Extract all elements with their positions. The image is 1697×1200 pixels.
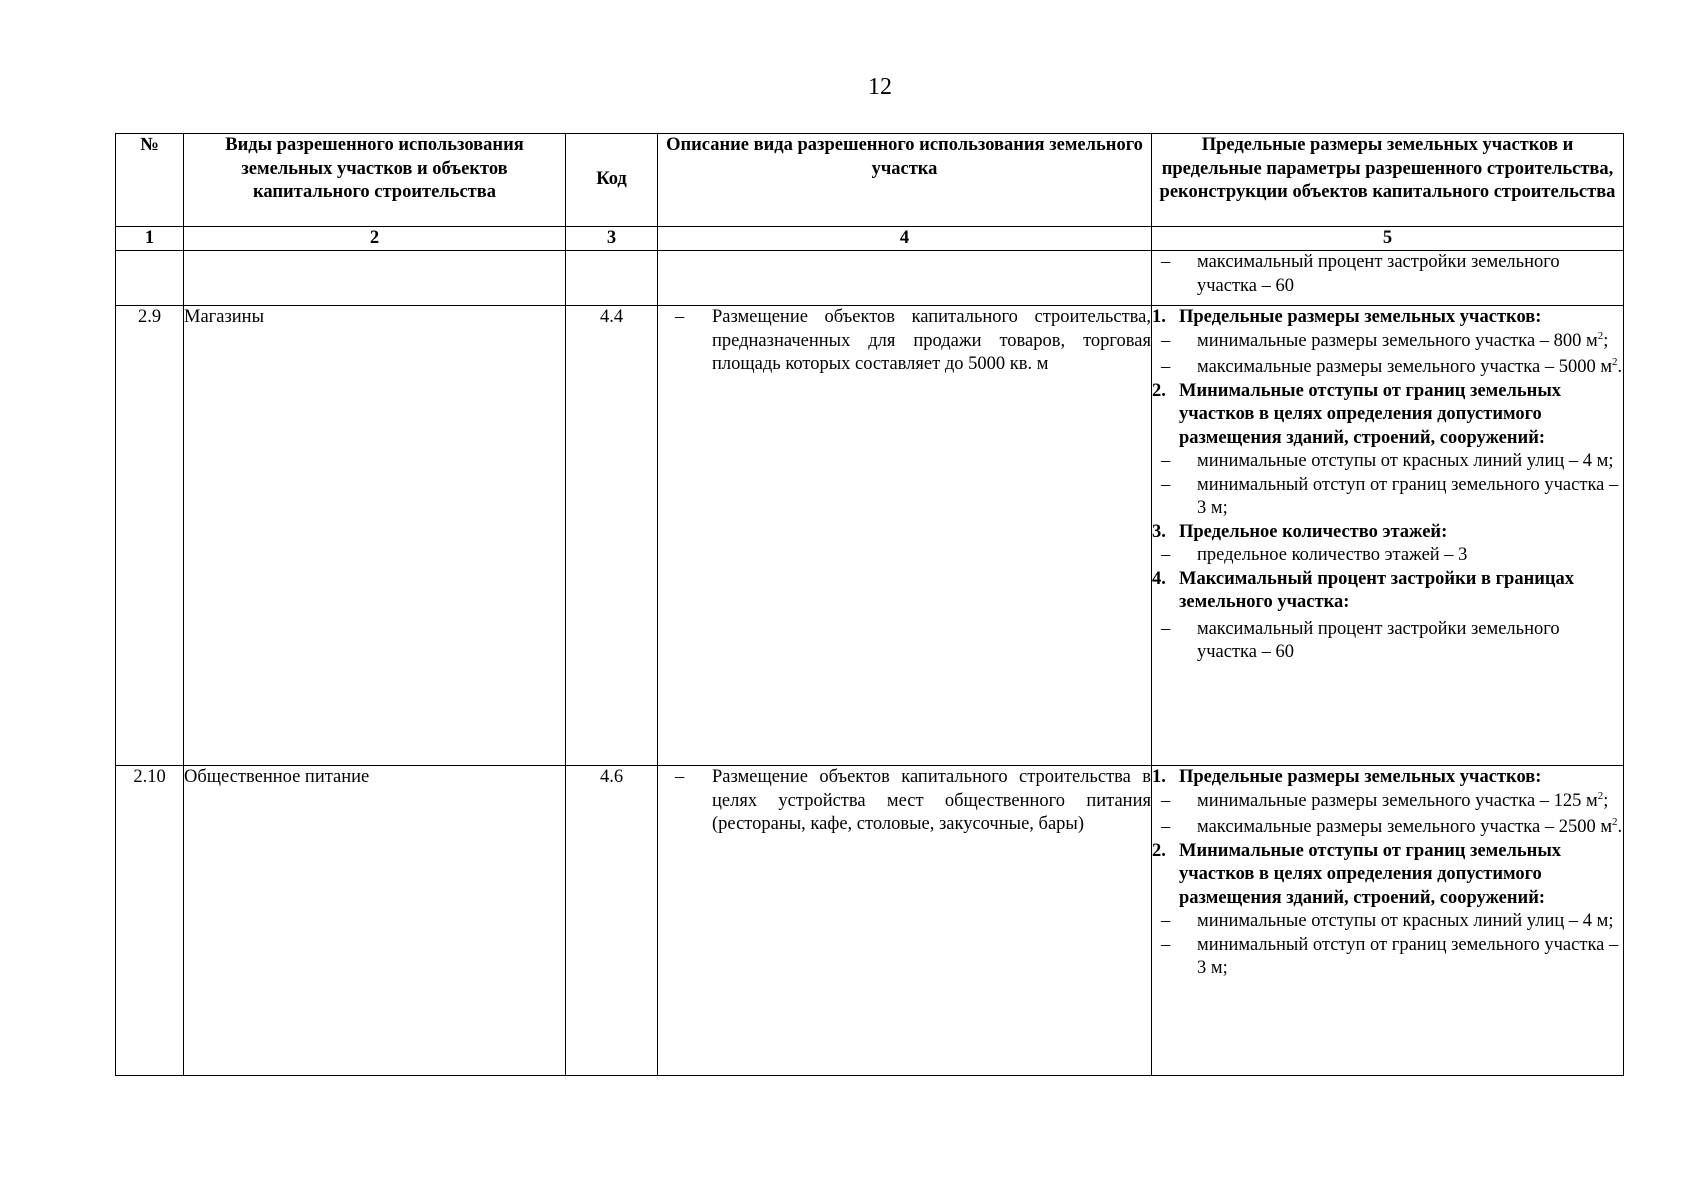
header-description: Описание вида разрешенного использования земельного участка bbox=[658, 134, 1152, 227]
param-text: предельное количество этажей – 3 bbox=[1197, 545, 1468, 565]
punctuation: . bbox=[1617, 357, 1623, 377]
dash-marker: – bbox=[1161, 330, 1171, 351]
param-text bbox=[1197, 816, 1623, 840]
section-number: 1. bbox=[1152, 767, 1166, 787]
list-item bbox=[658, 306, 1151, 377]
cell-parameters bbox=[1152, 306, 1624, 766]
dash-marker: – bbox=[1161, 817, 1171, 837]
list-item bbox=[658, 766, 1151, 837]
section-heading bbox=[1152, 306, 1623, 330]
param-text: минимальный отступ от границ земельного участка – 3 м; bbox=[1197, 474, 1619, 518]
cell-description bbox=[658, 766, 1152, 1076]
land-use-table bbox=[115, 133, 1624, 1076]
list-item bbox=[1152, 790, 1623, 814]
list-item bbox=[1152, 474, 1623, 521]
cell-number: 2.10 bbox=[116, 766, 184, 1076]
section-title: Минимальные отступы от границ земельных участков в целях определения допустимого размещения зданий, строений, сооружений: bbox=[1179, 840, 1562, 908]
param-text bbox=[1197, 330, 1623, 354]
section-title: Максимальный процент застройки в границах земельного участка: bbox=[1179, 568, 1575, 612]
dash-marker: – bbox=[1161, 934, 1171, 955]
list-item bbox=[1152, 618, 1623, 665]
section-number: 2. bbox=[1152, 840, 1166, 861]
column-number: 1 bbox=[116, 227, 184, 251]
section-number: 4. bbox=[1152, 568, 1166, 589]
description-text: Размещение объектов капитального строительства, предназначенных для продажи товаров, торговая площадь которых составляет до 5000 кв. м bbox=[712, 307, 1151, 374]
list-item bbox=[1152, 251, 1623, 298]
list-item bbox=[1152, 910, 1623, 934]
param-text: минимальные отступы от красных линий улиц – 4 м; bbox=[1197, 911, 1614, 931]
page-number: 12 bbox=[868, 74, 892, 100]
section-title: Предельные размеры земельных участков: bbox=[1179, 767, 1542, 787]
cell-code: 4.6 bbox=[566, 766, 658, 1076]
section-title: Предельные размеры земельных участков: bbox=[1179, 307, 1542, 327]
section-number: 1. bbox=[1152, 307, 1166, 327]
header-number: № bbox=[116, 134, 184, 227]
dash-marker: – bbox=[675, 307, 685, 327]
cell-code: 4.4 bbox=[566, 306, 658, 766]
cell-description bbox=[658, 306, 1152, 766]
superscript: 2 bbox=[1612, 815, 1618, 828]
param-text bbox=[1197, 356, 1623, 380]
cell-parameters bbox=[1152, 251, 1624, 306]
dash-marker: – bbox=[1161, 545, 1171, 565]
description-text: Размещение объектов капитального строительства в целях устройства мест общественного питания (рестораны, кафе, столовые, закусочные, бары) bbox=[712, 767, 1151, 834]
cell-name bbox=[184, 251, 566, 306]
punctuation: ; bbox=[1603, 330, 1609, 351]
section-heading bbox=[1152, 840, 1623, 911]
list-item bbox=[1152, 330, 1623, 354]
punctuation: ; bbox=[1603, 790, 1609, 811]
column-numbers-row bbox=[116, 227, 1624, 251]
list-item bbox=[1152, 356, 1623, 380]
table-row-continuation bbox=[116, 251, 1624, 306]
superscript: 2 bbox=[1597, 329, 1604, 342]
dash-marker: – bbox=[1161, 357, 1171, 377]
section-heading bbox=[1152, 766, 1623, 790]
column-number: 4 bbox=[658, 227, 1152, 251]
dash-marker: – bbox=[675, 767, 685, 787]
param-value: минимальные размеры земельного участка – 125 м bbox=[1197, 790, 1598, 811]
param-text: минимальные отступы от красных линий улиц – 4 м; bbox=[1197, 451, 1614, 471]
superscript: 2 bbox=[1612, 355, 1618, 368]
header-use-types: Виды разрешенного использования земельных участков и объектов капитального строительства bbox=[184, 134, 566, 227]
cell-description bbox=[658, 251, 1152, 306]
dash-marker: – bbox=[1161, 451, 1171, 471]
list-item bbox=[1152, 934, 1623, 981]
column-number: 2 bbox=[184, 227, 566, 251]
dash-marker: – bbox=[1161, 911, 1171, 931]
dash-marker: – bbox=[1161, 252, 1171, 272]
param-text: максимальный процент застройки земельного участка – 60 bbox=[1197, 252, 1560, 296]
section-title: Минимальные отступы от границ земельных участков в целях определения допустимого размещения зданий, строений, сооружений: bbox=[1179, 380, 1562, 448]
param-value: минимальные размеры земельного участка – 800 м bbox=[1197, 330, 1598, 351]
superscript: 2 bbox=[1597, 789, 1604, 802]
section-number: 3. bbox=[1152, 521, 1166, 542]
table-row-2-9 bbox=[116, 306, 1624, 766]
param-value: максимальные размеры земельного участка – 5000 м bbox=[1197, 357, 1613, 377]
header-code: Код bbox=[566, 134, 658, 227]
param-text: максимальный процент застройки земельного участка – 60 bbox=[1197, 618, 1560, 662]
param-text: минимальный отступ от границ земельного участка – 3 м; bbox=[1197, 934, 1619, 978]
section-title: Предельное количество этажей: bbox=[1179, 521, 1448, 542]
section-heading bbox=[1152, 380, 1623, 451]
cell-name: Магазины bbox=[184, 306, 566, 766]
section-heading bbox=[1152, 568, 1623, 615]
cell-number bbox=[116, 251, 184, 306]
table-header-row bbox=[116, 134, 1624, 227]
param-value: максимальные размеры земельного участка – 2500 м bbox=[1197, 817, 1613, 837]
dash-marker: – bbox=[1161, 618, 1171, 639]
section-heading bbox=[1152, 521, 1623, 545]
punctuation: . bbox=[1617, 817, 1623, 837]
column-number: 5 bbox=[1152, 227, 1624, 251]
dash-marker: – bbox=[1161, 790, 1171, 811]
list-item bbox=[1152, 544, 1623, 568]
column-number: 3 bbox=[566, 227, 658, 251]
header-parameters: Предельные размеры земельных участков и предельные параметры разрешенного строительства, реконструкции объектов капитального строительства bbox=[1152, 134, 1624, 227]
cell-name: Общественное питание bbox=[184, 766, 566, 1076]
table-row-2-10 bbox=[116, 766, 1624, 1076]
cell-number: 2.9 bbox=[116, 306, 184, 766]
list-item bbox=[1152, 450, 1623, 474]
list-item bbox=[1152, 816, 1623, 840]
param-text bbox=[1197, 790, 1623, 814]
cell-code bbox=[566, 251, 658, 306]
section-number: 2. bbox=[1152, 380, 1166, 401]
cell-parameters bbox=[1152, 766, 1624, 1076]
dash-marker: – bbox=[1161, 474, 1171, 495]
